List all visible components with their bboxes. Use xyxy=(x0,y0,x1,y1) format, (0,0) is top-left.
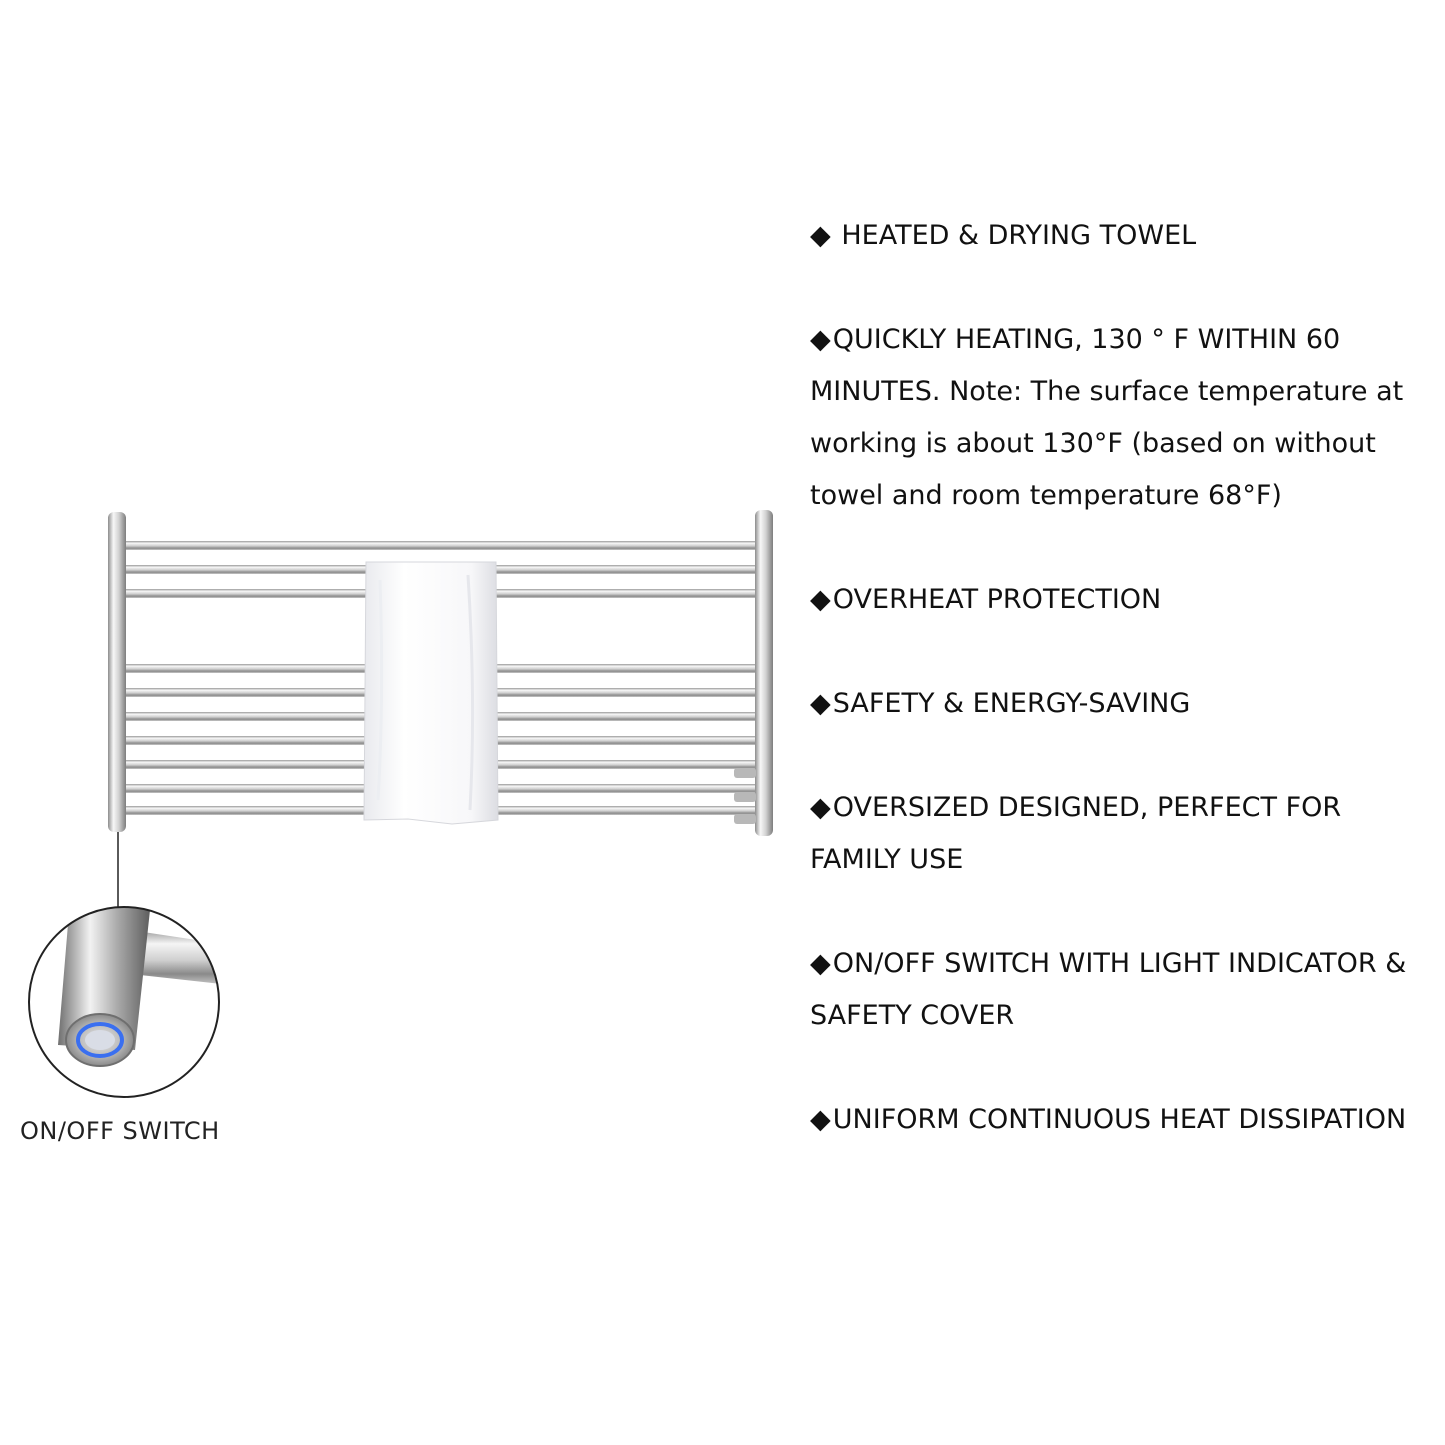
feature-text: SAFETY & ENERGY-SAVING xyxy=(832,688,1191,719)
feature-text: UNIFORM CONTINUOUS HEAT DISSIPATION xyxy=(832,1104,1407,1135)
diamond-bullet-icon: ◆ xyxy=(810,792,831,823)
feature-text: QUICKLY HEATING, 130 ° F WITHIN 60 MINUTES. Note: The surface temperature at working is about 130°F (based on without towel and room temperature 68°F) xyxy=(810,324,1404,511)
feature-text: ON/OFF SWITCH WITH LIGHT INDICATOR & SAFETY COVER xyxy=(810,948,1407,1031)
towel xyxy=(364,562,498,824)
feature-item-safety-energy xyxy=(810,678,1410,730)
feature-item-oversized xyxy=(810,782,1410,886)
power-switch-icon xyxy=(29,900,230,1097)
diamond-bullet-icon: ◆ xyxy=(810,220,831,251)
diamond-bullet-icon: ◆ xyxy=(810,584,831,615)
feature-list xyxy=(810,210,1410,1198)
feature-text: OVERHEAT PROTECTION xyxy=(832,584,1162,615)
product-figure xyxy=(0,0,800,1200)
diamond-bullet-icon: ◆ xyxy=(810,688,831,719)
feature-item-overheat-protection xyxy=(810,574,1410,626)
diamond-bullet-icon: ◆ xyxy=(810,324,831,355)
diamond-bullet-icon: ◆ xyxy=(810,1104,831,1135)
feature-item-uniform-heat xyxy=(810,1094,1410,1146)
switch-caption: ON/OFF SWITCH xyxy=(20,1117,220,1145)
feature-item-quick-heating xyxy=(810,314,1410,522)
diamond-bullet-icon: ◆ xyxy=(810,948,831,979)
feature-text: HEATED & DRYING TOWEL xyxy=(832,220,1197,251)
feature-text: OVERSIZED DESIGNED, PERFECT FOR FAMILY USE xyxy=(810,792,1342,875)
feature-item-onoff-switch xyxy=(810,938,1410,1042)
towel-rack-illustration xyxy=(0,0,800,1200)
feature-item-heated-drying xyxy=(810,210,1410,262)
